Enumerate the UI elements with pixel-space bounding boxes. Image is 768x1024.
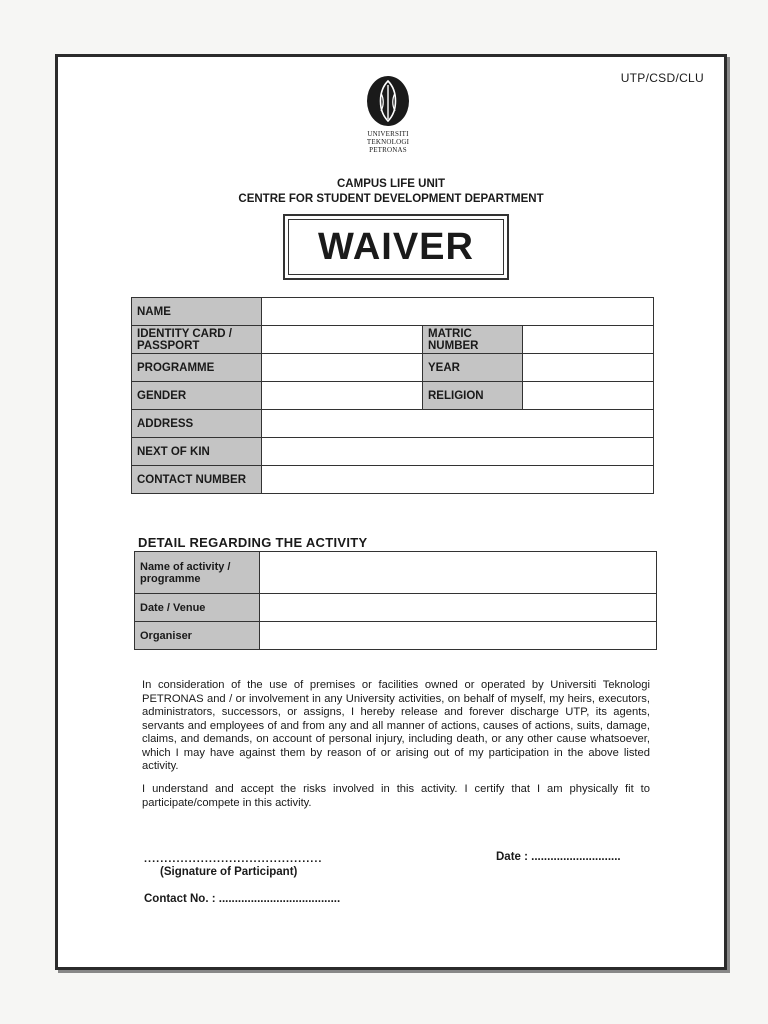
table-row bbox=[132, 354, 654, 382]
contact-number-label: CONTACT NUMBER bbox=[132, 466, 262, 494]
risk-acknowledgement: I understand and accept the risks involved in this activity. I certify that I am physically fit to participate/compete in this activity. bbox=[142, 783, 650, 809]
name-label: NAME bbox=[132, 298, 262, 326]
utp-emblem-icon bbox=[366, 75, 410, 127]
address-field[interactable] bbox=[262, 410, 654, 438]
contact-number-field[interactable] bbox=[262, 466, 654, 494]
next-of-kin-field[interactable] bbox=[262, 438, 654, 466]
year-label: YEAR bbox=[423, 354, 523, 382]
logo-word: PETRONAS bbox=[369, 146, 407, 154]
table-row bbox=[135, 594, 657, 622]
year-field[interactable] bbox=[523, 354, 654, 382]
name-field[interactable] bbox=[262, 298, 654, 326]
contact-no-field[interactable]: Contact No. : ...................................... bbox=[144, 893, 341, 905]
form-title: WAIVER bbox=[288, 219, 504, 275]
logo-word: UNIVERSITI bbox=[367, 130, 409, 138]
logo-word: TEKNOLOGI bbox=[366, 138, 410, 146]
gender-field[interactable] bbox=[262, 382, 423, 410]
table-row bbox=[132, 410, 654, 438]
next-of-kin-label: NEXT OF KIN bbox=[132, 438, 262, 466]
organiser-label: Organiser bbox=[135, 622, 260, 650]
identity-card-label: IDENTITY CARD / PASSPORT bbox=[132, 326, 262, 354]
table-row bbox=[132, 466, 654, 494]
department-name: CENTRE FOR STUDENT DEVELOPMENT DEPARTMENT bbox=[238, 193, 544, 205]
date-venue-field[interactable] bbox=[260, 594, 657, 622]
gender-label: GENDER bbox=[132, 382, 262, 410]
organiser-field[interactable] bbox=[260, 622, 657, 650]
address-label: ADDRESS bbox=[132, 410, 262, 438]
date-field[interactable]: Date : ............................ bbox=[496, 851, 621, 863]
activity-section-heading: DETAIL REGARDING THE ACTIVITY bbox=[138, 535, 368, 550]
waiver-form bbox=[55, 54, 727, 970]
title-box bbox=[283, 214, 509, 280]
table-row bbox=[135, 552, 657, 594]
table-row bbox=[132, 326, 654, 354]
unit-name: CAMPUS LIFE UNIT bbox=[337, 178, 445, 190]
programme-field[interactable] bbox=[262, 354, 423, 382]
activity-name-label: Name of activity / programme bbox=[135, 552, 260, 594]
unit-heading bbox=[58, 177, 724, 207]
release-clause: In consideration of the use of premises or facilities owned or operated by Universiti Teknologi PETRONAS and / or involvement in any University activities, on behalf of myself, my heirs, executors, administrators, successors, or assigns, I hereby release and forever discharge UTP, its agents, servants and employees of and from any and all manner of actions, causes of actions, suits, damage, claims, and demands, on account of personal injury, including death, or any other cause whatsoever, which I may have against them by reason of or arising out of my participation in the above listed activity. bbox=[142, 679, 650, 772]
table-row bbox=[132, 438, 654, 466]
activity-details-table bbox=[134, 551, 657, 650]
reference-code: UTP/CSD/CLU bbox=[620, 71, 704, 85]
identity-card-field[interactable] bbox=[262, 326, 423, 354]
logo-wordmark bbox=[348, 130, 428, 154]
signature-line[interactable]: ............................................ bbox=[144, 853, 323, 865]
religion-field[interactable] bbox=[523, 382, 654, 410]
personal-details-table bbox=[131, 297, 654, 494]
table-row bbox=[132, 298, 654, 326]
table-row bbox=[132, 382, 654, 410]
table-row bbox=[135, 622, 657, 650]
programme-label: PROGRAMME bbox=[132, 354, 262, 382]
university-logo bbox=[348, 75, 428, 154]
activity-name-field[interactable] bbox=[260, 552, 657, 594]
religion-label: RELIGION bbox=[423, 382, 523, 410]
matric-number-label: MATRIC NUMBER bbox=[423, 326, 523, 354]
date-venue-label: Date / Venue bbox=[135, 594, 260, 622]
signature-label: (Signature of Participant) bbox=[160, 866, 298, 878]
matric-number-field[interactable] bbox=[523, 326, 654, 354]
